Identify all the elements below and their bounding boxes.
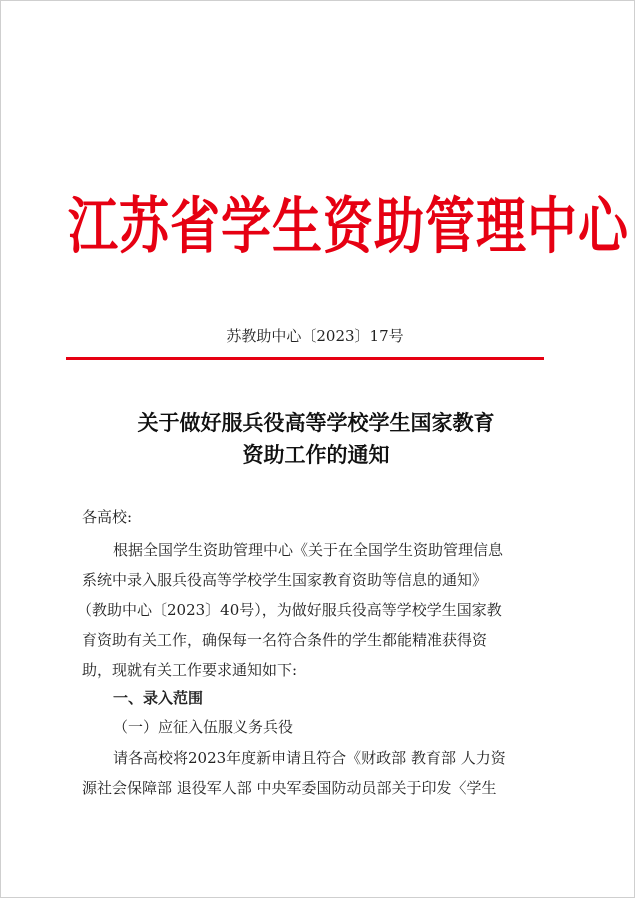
document-title-line-2: 资助工作的通知 xyxy=(242,442,390,467)
paragraph-line: 助，现就有关工作要求通知如下: xyxy=(82,661,298,679)
document-number: 苏教助中心〔2023〕17号 xyxy=(226,327,404,345)
red-divider-line xyxy=(66,357,544,360)
document-title-line-1: 关于做好服兵役高等学校学生国家教育 xyxy=(137,410,495,435)
subsection-heading: （一）应征入伍服义务兵役 xyxy=(113,718,294,736)
paragraph-line: 系统中录入服兵役高等学校学生国家教育资助等信息的通知》 xyxy=(82,571,488,589)
paragraph-line: （教助中心〔2023〕40号），为做好服兵役高等学校学生国家教 xyxy=(77,601,502,619)
salutation: 各高校: xyxy=(82,508,133,526)
section-heading: 一、录入范围 xyxy=(113,689,204,707)
paragraph-line: 根据全国学生资助管理中心《关于在全国学生资助管理信息 xyxy=(113,541,504,559)
paragraph-line: 育资助有关工作，确保每一名符合条件的学生都能精准获得资 xyxy=(82,631,488,649)
organization-header: 江苏省学生资助管理中心 xyxy=(68,189,629,262)
paragraph-line: 源社会保障部 退役军人部 中央军委国防动员部关于印发〈学生 xyxy=(82,779,497,797)
paragraph-line: 请各高校将2023年度新申请且符合《财政部 教育部 人力资 xyxy=(113,749,506,767)
